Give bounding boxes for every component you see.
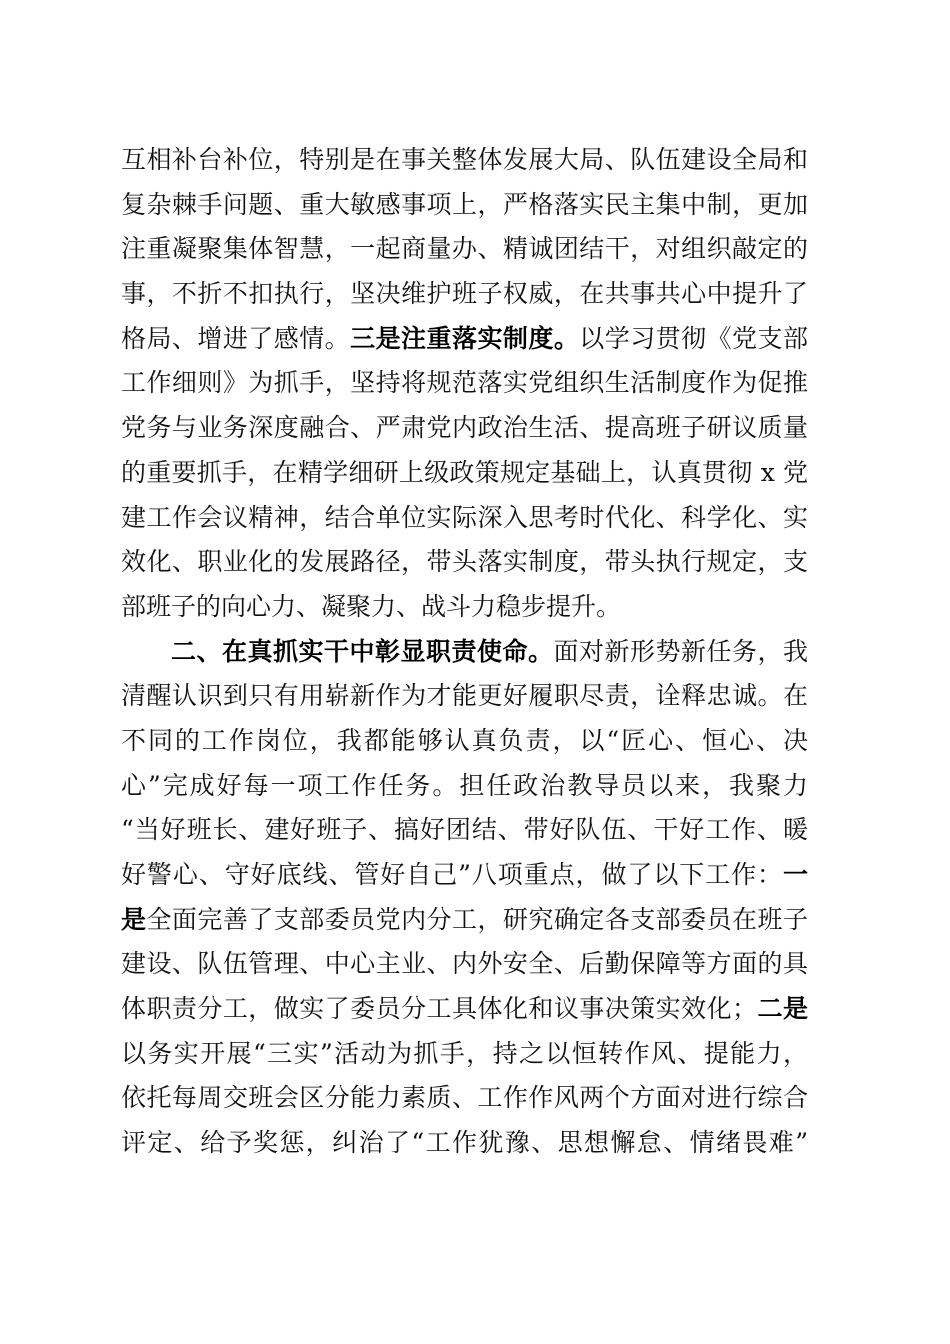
text-line bbox=[121, 764, 808, 809]
text-segment: 评定、给予奖惩，纠治了“工作犹豫、思想懈怠、情绪畏难” bbox=[121, 1128, 808, 1158]
text-line bbox=[121, 853, 808, 898]
text-segment: 效化、职业化的发展路径，带头落实制度，带头执行规定，支 bbox=[121, 547, 808, 577]
bold-heading-phrase: 三是注重落实制度。 bbox=[350, 323, 580, 353]
text-line bbox=[121, 987, 808, 1032]
text-line bbox=[121, 272, 808, 317]
text-line bbox=[121, 138, 808, 183]
text-segment: 注重凝聚集体智慧，一起商量办、精诚团结干，对组织敲定的 bbox=[121, 234, 808, 264]
text-segment: 工作细则》为抓手，坚持将规范落实党组织生活制度作为促推 bbox=[121, 368, 808, 398]
text-line bbox=[121, 451, 808, 496]
text-segment: 建工作会议精神，结合单位实际深入思考时代化、科学化、实 bbox=[121, 502, 808, 532]
text-segment: 事，不折不扣执行，坚决维护班子权威，在共事共心中提升了 bbox=[121, 279, 808, 309]
text-line bbox=[121, 942, 808, 987]
bold-heading-phrase: 一 bbox=[782, 860, 808, 889]
text-segment: 好警心、守好底线、管好自己”八项重点，做了以下工作： bbox=[121, 860, 783, 889]
text-segment: 格局、增进了感情。 bbox=[121, 323, 351, 353]
text-line bbox=[121, 1121, 808, 1166]
text-line bbox=[121, 719, 808, 764]
text-line bbox=[121, 183, 808, 228]
text-segment: 依托每周交班会区分能力素质、工作作风两个方面对进行综合 bbox=[121, 1083, 808, 1113]
document-body bbox=[121, 138, 808, 1166]
text-line bbox=[121, 674, 808, 719]
text-segment: 的重要抓手，在精学细研上级政策规定基础上，认真贯彻 x 党 bbox=[121, 457, 808, 487]
text-line bbox=[121, 406, 808, 451]
text-line bbox=[121, 898, 808, 943]
text-line bbox=[121, 630, 808, 675]
text-segment: 全面完善了支部委员党内分工，研究确定各支部委员在班子 bbox=[146, 904, 808, 934]
text-segment: 党务与业务深度融合、严肃党内政治生活、提高班子研议质量 bbox=[121, 413, 808, 443]
text-line bbox=[121, 496, 808, 541]
text-line bbox=[121, 540, 808, 585]
text-segment: 以务实开展“三实”活动为抓手，持之以恒转作风、提能力， bbox=[121, 1038, 808, 1068]
text-segment: 互相补台补位，特别是在事关整体发展大局、队伍建设全局和 bbox=[121, 145, 808, 174]
text-segment: 复杂棘手问题、重大敏感事项上，严格落实民主集中制，更加 bbox=[121, 189, 808, 219]
text-line bbox=[121, 361, 808, 406]
text-line bbox=[121, 585, 808, 630]
bold-heading-phrase: 是 bbox=[121, 904, 147, 934]
paragraph-continued bbox=[121, 138, 808, 630]
text-line bbox=[121, 808, 808, 853]
text-segment: 心”完成好每一项工作任务。担任政治教导员以来，我聚力 bbox=[121, 770, 808, 800]
text-segment: 以学习贯彻《党支部 bbox=[579, 323, 808, 353]
bold-heading-phrase: 二、在真抓实干中彰显职责使命。 bbox=[171, 636, 554, 666]
text-line bbox=[121, 1076, 808, 1121]
paragraph-section-two bbox=[121, 630, 808, 1166]
text-segment: 体职责分工，做实了委员分工具体化和议事决策实效化； bbox=[121, 994, 758, 1024]
text-segment: 清醒认识到只有用崭新作为才能更好履职尽责，诠释忠诚。在 bbox=[121, 681, 808, 711]
text-line bbox=[121, 1032, 808, 1077]
text-line bbox=[121, 317, 808, 362]
text-segment: 不同的工作岗位，我都能够认真负责，以“匠心、恒心、决 bbox=[121, 725, 808, 755]
text-segment: “当好班长、建好班子、搞好团结、带好队伍、干好工作、暖 bbox=[121, 815, 808, 845]
text-line bbox=[121, 227, 808, 272]
text-segment: 面对新形势新任务，我 bbox=[553, 636, 808, 666]
text-segment: 部班子的向心力、凝聚力、战斗力稳步提升。 bbox=[121, 591, 622, 621]
bold-heading-phrase: 二是 bbox=[757, 994, 808, 1024]
text-segment: 建设、队伍管理、中心主业、内外安全、后勤保障等方面的具 bbox=[121, 949, 808, 979]
